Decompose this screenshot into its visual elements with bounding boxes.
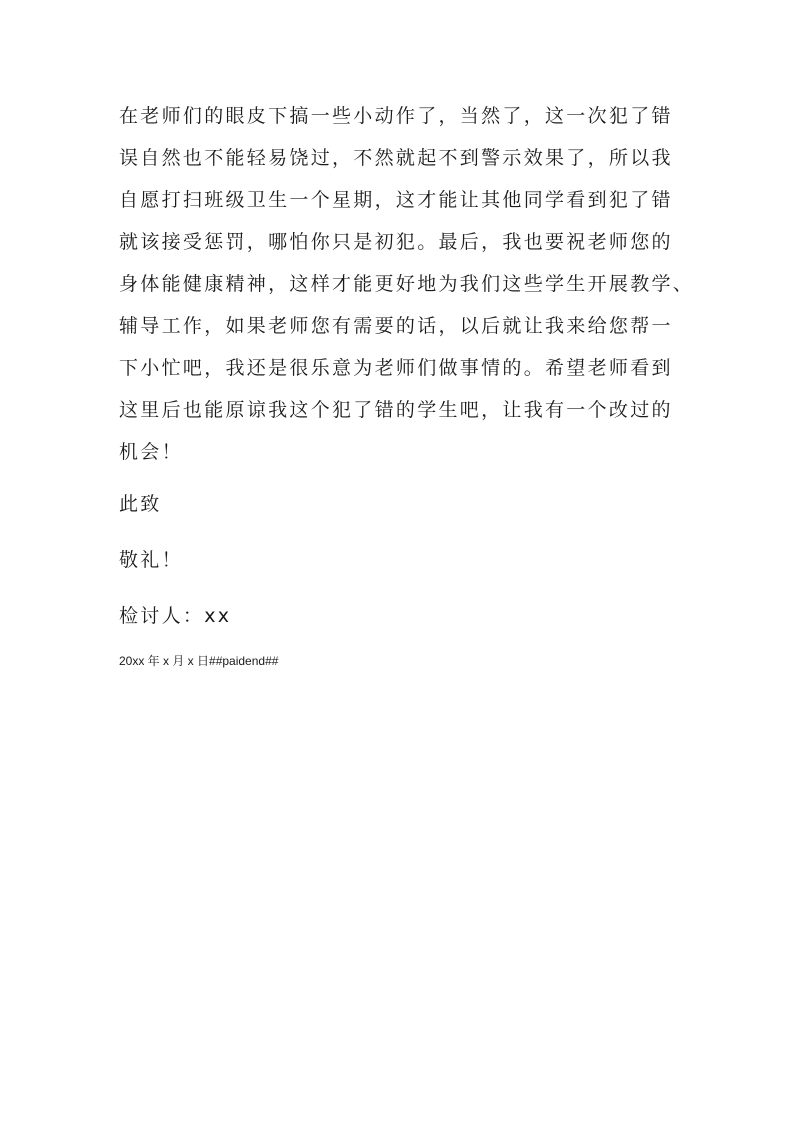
- body-line: 误自然也不能轻易饶过，不然就起不到警示效果了，所以我: [119, 147, 673, 169]
- body-line: 辅导工作，如果老师您有需要的话，以后就让我来给您帮一: [119, 315, 673, 337]
- body-line: 机会！: [119, 441, 183, 463]
- body-line: 在老师们的眼皮下搞一些小动作了，当然了，这一次犯了错: [119, 105, 673, 127]
- closing-salutation: 此致: [119, 493, 162, 515]
- body-line: 下小忙吧，我还是很乐意为老师们做事情的。希望老师看到: [119, 357, 673, 379]
- signer-line: 检讨人：xx: [119, 605, 232, 627]
- date-line: 20xx 年 x 月 x 日##paidend##: [119, 654, 279, 668]
- closing-regards: 敬礼！: [119, 549, 183, 571]
- body-line: 自愿打扫班级卫生一个星期，这才能让其他同学看到犯了错: [119, 189, 673, 211]
- body-line: 就该接受惩罚，哪怕你只是初犯。最后，我也要祝老师您的: [119, 231, 673, 253]
- letter-body: [119, 95, 719, 473]
- body-line: 身体能健康精神，这样才能更好地为我们这些学生开展教学、: [119, 273, 695, 295]
- body-line: 这里后也能原谅我这个犯了错的学生吧，让我有一个改过的: [119, 399, 673, 421]
